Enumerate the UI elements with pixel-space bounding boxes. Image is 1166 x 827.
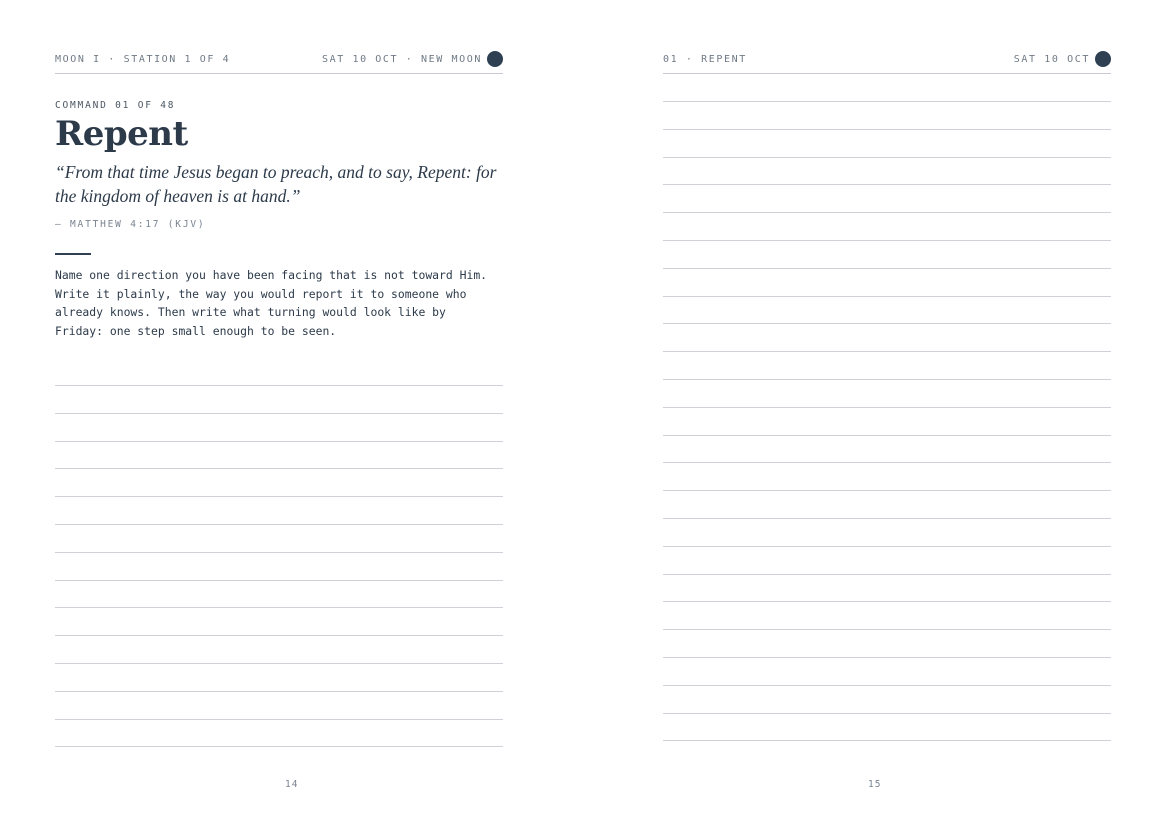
- writing-line[interactable]: [663, 101, 1111, 102]
- page-title: Repent: [55, 114, 188, 154]
- writing-line[interactable]: [663, 157, 1111, 158]
- left-page-header: [55, 50, 503, 68]
- left-page-number: 14: [285, 779, 299, 790]
- accent-rule: [55, 253, 91, 255]
- writing-line[interactable]: [55, 691, 503, 692]
- writing-line[interactable]: [663, 740, 1111, 741]
- writing-line[interactable]: [663, 490, 1111, 491]
- writing-line[interactable]: [55, 385, 503, 386]
- right-header-rule: [663, 73, 1111, 74]
- writing-line[interactable]: [663, 323, 1111, 324]
- writing-line[interactable]: [55, 441, 503, 442]
- writing-line[interactable]: [55, 468, 503, 469]
- writing-line[interactable]: [663, 713, 1111, 714]
- scripture-quote: “From that time Jesus began to preach, and to say, Repent: for the kingdom of heaven is at hand.”: [55, 162, 497, 206]
- writing-line[interactable]: [663, 268, 1111, 269]
- writing-line[interactable]: [55, 663, 503, 664]
- writing-line[interactable]: [663, 601, 1111, 602]
- writing-line[interactable]: [663, 657, 1111, 658]
- writing-line[interactable]: [663, 685, 1111, 686]
- writing-line[interactable]: [663, 351, 1111, 352]
- writing-line[interactable]: [55, 580, 503, 581]
- scripture-citation: — MATTHEW 4:17 (KJV): [55, 219, 206, 230]
- writing-line[interactable]: [663, 296, 1111, 297]
- right-page-header: [663, 50, 1111, 68]
- writing-line[interactable]: [55, 524, 503, 525]
- writing-line[interactable]: [55, 719, 503, 720]
- writing-line[interactable]: [55, 496, 503, 497]
- command-kicker: COMMAND 01 OF 48: [55, 100, 176, 111]
- new-moon-icon: [487, 51, 503, 67]
- writing-line[interactable]: [663, 462, 1111, 463]
- new-moon-icon: [1095, 51, 1111, 67]
- writing-line[interactable]: [55, 746, 503, 747]
- left-header-date: SAT 10 OCT · NEW MOON: [321, 53, 482, 65]
- writing-line[interactable]: [663, 129, 1111, 130]
- left-header-station: MOON I · STATION 1 OF 4: [55, 53, 231, 65]
- writing-line[interactable]: [663, 435, 1111, 436]
- left-header-rule: [55, 73, 503, 74]
- writing-line[interactable]: [663, 240, 1111, 241]
- writing-line[interactable]: [55, 552, 503, 553]
- writing-line[interactable]: [663, 379, 1111, 380]
- right-header-title: 01 · REPENT: [663, 53, 747, 65]
- writing-line[interactable]: [663, 574, 1111, 575]
- reflection-prompt: Name one direction you have been facing that is not toward Him. Write it plainly, the way you would report it to someone who already knows. Then write what turning would look like by Friday: one step small enough to be seen.: [55, 268, 488, 338]
- right-header-date: SAT 10 OCT: [1013, 53, 1090, 65]
- writing-line[interactable]: [663, 407, 1111, 408]
- right-page-number: 15: [868, 779, 882, 790]
- writing-line[interactable]: [55, 635, 503, 636]
- writing-line[interactable]: [663, 629, 1111, 630]
- left-page: [55, 0, 503, 827]
- right-page: [663, 0, 1111, 827]
- writing-line[interactable]: [55, 413, 503, 414]
- writing-line[interactable]: [663, 546, 1111, 547]
- writing-line[interactable]: [663, 518, 1111, 519]
- writing-line[interactable]: [663, 184, 1111, 185]
- writing-line[interactable]: [55, 607, 503, 608]
- writing-line[interactable]: [663, 212, 1111, 213]
